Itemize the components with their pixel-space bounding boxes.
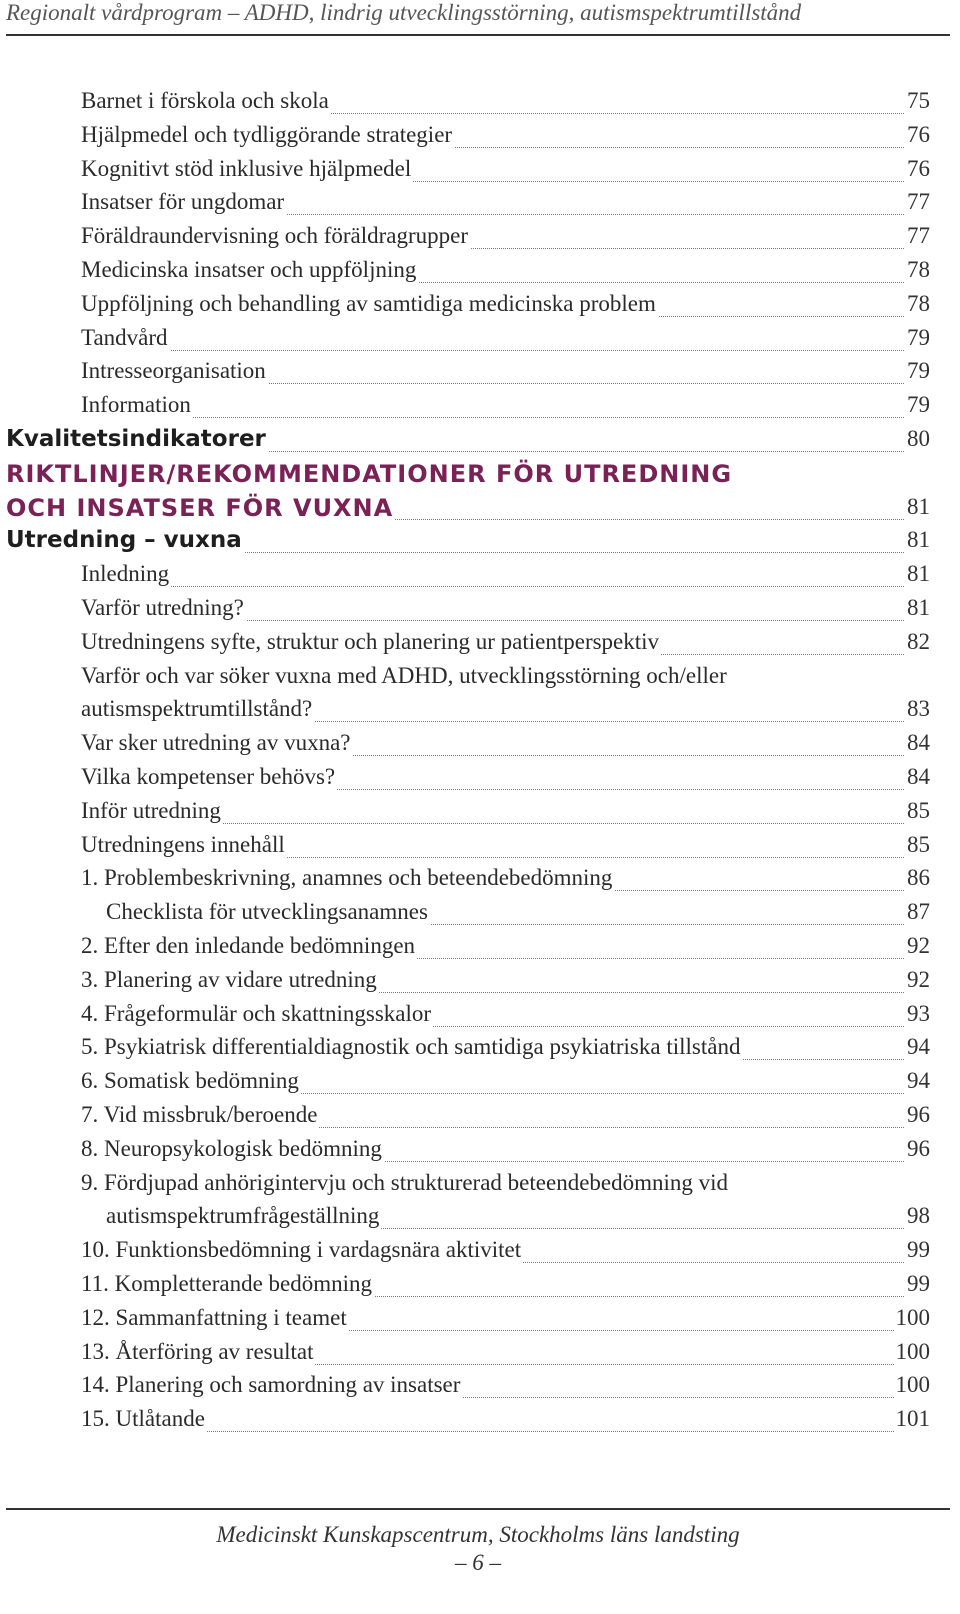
toc-entry <box>0 1203 960 1237</box>
toc-entry-label: Hjälpmedel och tydliggörande strategier <box>81 121 453 147</box>
toc-entry-label: 5. Psykiatrisk differentialdiagnostik och samtidiga psykiatriska tillstånd <box>81 1034 741 1060</box>
toc-page-number: 77 <box>907 223 930 249</box>
toc-entry-label: OCH INSATSER FÖR VUXNA <box>6 493 394 522</box>
toc-entry-label: Information <box>81 392 191 418</box>
toc-entry-label: 9. Fördjupad anhörigintervju och strukturerad beteendebedömning vid <box>81 1169 729 1195</box>
toc-entry <box>0 764 960 798</box>
toc-entry <box>0 1068 960 1102</box>
toc-entry-label: Föräldraundervisning och föräldragrupper <box>81 223 469 249</box>
toc-entry-label: Vilka kompetenser behövs? <box>81 764 336 789</box>
toc-entry <box>0 1136 960 1170</box>
toc-entry-label: Varför utredning? <box>81 595 244 620</box>
toc-page-number: 100 <box>895 1338 930 1364</box>
toc-page-number: 75 <box>907 88 930 113</box>
toc-entry-label: 15. Utlåtande <box>81 1406 205 1432</box>
toc-page-number: 85 <box>907 797 930 823</box>
toc-entry <box>0 595 960 629</box>
toc-entry <box>0 527 960 561</box>
toc-page-number: 99 <box>907 1271 930 1296</box>
toc-page-number: 96 <box>907 1102 930 1127</box>
toc-page-number: 94 <box>907 1068 930 1094</box>
toc-leader-dots <box>81 350 928 351</box>
toc-entry-label: Medicinska insatser och uppföljning <box>81 257 417 282</box>
toc-entry <box>0 933 960 967</box>
toc-entry-label: 7. Vid missbruk/beroende <box>81 1102 318 1127</box>
toc-entry-label: Checklista för utvecklingsanamnes <box>106 899 428 925</box>
toc-entry <box>0 88 960 122</box>
toc-entry-label: 11. Kompletterande bedömning <box>81 1271 373 1296</box>
toc-entry <box>0 1372 960 1406</box>
toc-entry-label: RIKTLINJER/REKOMMENDATIONER FÖR UTREDNING <box>6 459 733 488</box>
toc-entry-label: 13. Återföring av resultat <box>81 1338 314 1364</box>
toc-entry-label: autismspektrumtillstånd? <box>81 696 313 722</box>
header-title: Regionalt vårdprogram – ADHD, lindrig utvecklingsstörning, autismspektrumtillstånd <box>6 0 802 25</box>
toc-entry-label: Kognitivt stöd inklusive hjälpmedel <box>81 155 412 181</box>
toc-entry <box>0 1339 960 1373</box>
toc-page-number: 82 <box>907 628 930 654</box>
toc-entry <box>0 663 960 697</box>
toc-entry-label: Utredningens syfte, struktur och planering ur patientperspektiv <box>81 628 660 654</box>
toc-page-number: 84 <box>907 764 930 789</box>
toc-page-number: 84 <box>907 730 930 756</box>
toc-page-number: 80 <box>907 426 930 451</box>
toc-entry <box>0 1271 960 1305</box>
toc-entry-label: Var sker utredning av vuxna? <box>81 730 351 756</box>
toc-entry-label: 12. Sammanfattning i teamet <box>81 1304 347 1330</box>
toc-entry-label: 14. Planering och samordning av insatser <box>81 1372 461 1398</box>
toc-leader-dots <box>81 1431 928 1432</box>
toc-page-number: 78 <box>907 290 930 316</box>
toc-entry <box>0 257 960 291</box>
toc-entry <box>0 696 960 730</box>
toc-page-number: 92 <box>907 933 930 958</box>
toc-entry <box>0 122 960 156</box>
toc-page-number: 81 <box>907 595 930 620</box>
toc-entry <box>0 832 960 866</box>
toc-entry-label: Intresseorganisation <box>81 358 266 384</box>
toc-entry <box>0 1001 960 1035</box>
toc-entry-label: 10. Funktionsbedömning i vardagsnära aktivitet <box>81 1237 522 1263</box>
toc-entry <box>0 629 960 663</box>
toc-entry <box>0 156 960 190</box>
toc-entry <box>0 358 960 392</box>
toc-entry-label: Utredningens innehåll <box>81 831 285 857</box>
toc-page-number: 93 <box>907 1000 930 1026</box>
toc-entry-label: Uppföljning och behandling av samtidiga medicinska problem <box>81 290 656 316</box>
toc-leader-dots <box>81 586 928 587</box>
toc-page-number: 77 <box>907 189 930 215</box>
toc-entry-label: Inför utredning <box>81 797 221 823</box>
page-header <box>6 0 950 36</box>
toc-entry-label: Barnet i förskola och skola <box>81 88 329 113</box>
toc-entry <box>0 1170 960 1204</box>
toc-entry-label: Insatser för ungdomar <box>81 189 285 215</box>
toc-page-number: 98 <box>907 1203 930 1229</box>
toc-entry <box>0 1406 960 1440</box>
toc-entry-label: 8. Neuropsykologisk bedömning <box>81 1135 382 1161</box>
page-footer <box>6 1508 950 1575</box>
toc-entry <box>0 460 960 494</box>
footer-organization: Medicinskt Kunskapscentrum, Stockholms läns landsting <box>216 1522 740 1547</box>
toc-page-number: 81 <box>907 493 930 519</box>
toc-page-number: 79 <box>907 324 930 350</box>
toc-entry <box>0 1237 960 1271</box>
toc-entry-label: autismspektrumfrågeställning <box>106 1203 380 1229</box>
toc-page-number: 76 <box>907 155 930 181</box>
toc-entry <box>0 1034 960 1068</box>
toc-page-number: 101 <box>895 1406 930 1432</box>
toc-page-number: 100 <box>895 1304 930 1330</box>
toc-page-number: 79 <box>907 358 930 384</box>
toc-entry <box>0 189 960 223</box>
toc-entry <box>0 494 960 528</box>
toc-page-number: 92 <box>907 966 930 992</box>
toc-entry-label: Inledning <box>81 561 170 587</box>
toc-entry-label: 3. Planering av vidare utredning <box>81 966 377 992</box>
toc-entry-label: 4. Frågeformulär och skattningsskalor <box>81 1000 432 1026</box>
toc-entry <box>0 1102 960 1136</box>
toc-entry <box>0 291 960 325</box>
toc-page-number: 81 <box>907 527 930 553</box>
toc-page-number: 79 <box>907 392 930 418</box>
toc-entry-label: 6. Somatisk bedömning <box>81 1068 299 1094</box>
toc-entry <box>0 865 960 899</box>
toc-page-number: 85 <box>907 831 930 857</box>
toc-entry <box>0 392 960 426</box>
toc-entry <box>0 561 960 595</box>
toc-page-number: 83 <box>907 696 930 722</box>
toc-entry <box>0 899 960 933</box>
toc-entry <box>0 1305 960 1339</box>
toc-entry-label: 1. Problembeskrivning, anamnes och beteendebedömning <box>81 865 613 891</box>
toc-entry <box>0 325 960 359</box>
toc-entry-label: 2. Efter den inledande bedömningen <box>81 933 416 958</box>
toc-page-number: 96 <box>907 1135 930 1161</box>
toc-leader-dots <box>81 417 928 418</box>
toc-entry-label: Tandvård <box>81 324 168 350</box>
toc-page-number: 76 <box>907 121 930 147</box>
toc-entry <box>0 223 960 257</box>
toc-page-number: 78 <box>907 257 930 282</box>
toc-page-number: 99 <box>907 1237 930 1263</box>
toc-entry <box>0 967 960 1001</box>
toc-entry <box>0 798 960 832</box>
toc-entry-label: Kvalitetsindikatorer <box>6 426 266 452</box>
toc-page-number: 94 <box>907 1034 930 1060</box>
toc-entry <box>0 730 960 764</box>
toc-page-number: 100 <box>895 1372 930 1398</box>
toc-page-number: 86 <box>907 865 930 891</box>
toc-entry-label: Utredning – vuxna <box>6 527 242 554</box>
toc-page-number: 87 <box>907 899 930 925</box>
toc-entry-label: Varför och var söker vuxna med ADHD, utvecklingsstörning och/eller <box>81 662 727 688</box>
footer-page-number: – 6 – <box>455 1550 501 1575</box>
toc-entry <box>0 426 960 460</box>
toc-page-number: 81 <box>907 561 930 587</box>
